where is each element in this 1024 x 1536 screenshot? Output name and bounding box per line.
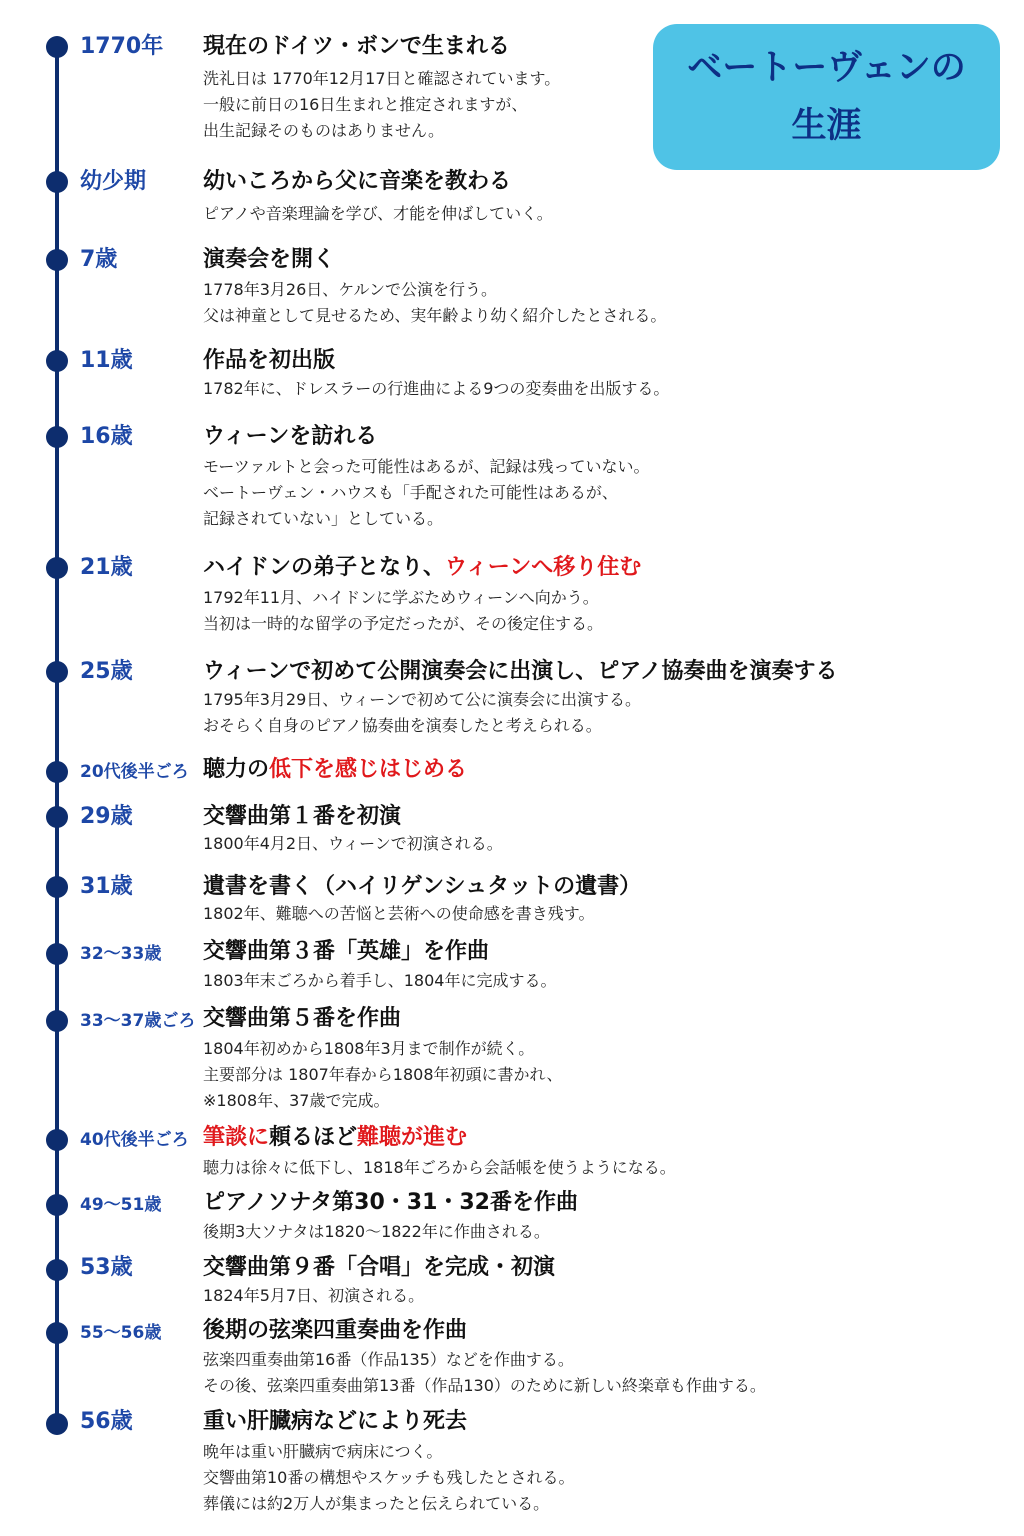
- event-title: 現在のドイツ・ボンで生まれる: [203, 34, 510, 59]
- event-age: 25歳: [80, 659, 133, 684]
- event-title: 後期の弦楽四重奏曲を作曲: [203, 1318, 468, 1343]
- timeline-dot: [46, 1010, 68, 1032]
- event-description: [203, 1036, 562, 1114]
- event-title: ピアノソナタ第30・31・32番を作曲: [203, 1190, 578, 1215]
- event-age: 11歳: [80, 348, 133, 373]
- description-line: ※1808年、37歳で完成。: [203, 1091, 390, 1110]
- event-description: [203, 66, 560, 144]
- event-age: 幼少期: [80, 169, 147, 194]
- event-description: [203, 1155, 676, 1181]
- description-line: その後、弦楽四重奏曲第13番（作品130）のために新しい終楽章も作曲する。: [203, 1376, 766, 1395]
- event-age: 53歳: [80, 1255, 133, 1280]
- event-title-highlight: ウィーンへ移り住む: [445, 555, 642, 580]
- timeline-dot: [46, 1259, 68, 1281]
- event-description: [203, 376, 669, 402]
- title-line-1: ベートーヴェンの: [687, 48, 966, 88]
- event-age: 29歳: [80, 804, 133, 829]
- event-age: 55〜56歳: [80, 1323, 162, 1343]
- event-title: 幼いころから父に音楽を教わる: [203, 169, 512, 194]
- event-title: 作品を初出版: [203, 348, 336, 373]
- event-age: 7歳: [80, 247, 118, 272]
- description-line: 葬儀には約2万人が集まったと伝えられている。: [203, 1494, 550, 1513]
- event-description: [203, 454, 650, 532]
- timeline-dot: [46, 661, 68, 683]
- event-title: 交響曲第３番「英雄」を作曲: [203, 939, 490, 964]
- description-line: 晩年は重い肝臓病で病床につく。: [203, 1442, 443, 1461]
- event-description: [203, 585, 603, 637]
- description-line: 弦楽四重奏曲第16番（作品135）などを作曲する。: [203, 1350, 574, 1369]
- description-line: 父は神童として見せるため、実年齢より幼く紹介したとされる。: [203, 306, 667, 325]
- event-title-highlight: 筆談に: [203, 1125, 270, 1150]
- title-box: [653, 24, 1000, 170]
- event-age: 32〜33歳: [80, 944, 162, 964]
- timeline-dot: [46, 806, 68, 828]
- timeline-dot: [46, 350, 68, 372]
- timeline-dot: [46, 943, 68, 965]
- event-title-part: 聴力の: [203, 757, 270, 782]
- timeline-dot: [46, 1129, 68, 1151]
- description-line: 1803年末ごろから着手し、1804年に完成する。: [203, 971, 557, 990]
- timeline-dot: [46, 171, 68, 193]
- timeline-dot: [46, 249, 68, 271]
- description-line: 1782年に、ドレスラーの行進曲による9つの変奏曲を出版する。: [203, 379, 670, 398]
- description-line: 一般に前日の16日生まれと推定されますが、: [203, 95, 528, 114]
- description-line: 1800年4月2日、ウィーンで初演される。: [203, 834, 503, 853]
- timeline-dot: [46, 876, 68, 898]
- event-title: 遺書を書く（ハイリゲンシュタットの遺書）: [203, 874, 642, 899]
- timeline-dot: [46, 426, 68, 448]
- description-line: ピアノや音楽理論を学び、才能を伸ばしていく。: [203, 204, 553, 223]
- event-title: [203, 553, 641, 583]
- title-line-2: 生涯: [791, 106, 862, 146]
- event-description: [203, 687, 641, 739]
- event-age: 33〜37歳ごろ: [80, 1011, 196, 1031]
- event-title-part: 頼るほど: [269, 1125, 358, 1150]
- event-age: 20代後半ごろ: [80, 762, 189, 782]
- event-title: 交響曲第１番を初演: [203, 804, 402, 829]
- timeline-dot: [46, 1322, 68, 1344]
- event-description: [203, 1219, 550, 1245]
- event-title-part: ハイドンの弟子となり、: [203, 555, 446, 580]
- description-line: 洗礼日は 1770年12月17日と確認されています。: [203, 69, 561, 88]
- timeline-dot: [46, 557, 68, 579]
- timeline-dot: [46, 1194, 68, 1216]
- description-line: 主要部分は 1807年春から1808年初頭に書かれ、: [203, 1065, 563, 1084]
- event-title: [203, 1123, 467, 1153]
- description-line: 当初は一時的な留学の予定だったが、その後定住する。: [203, 614, 604, 633]
- timeline-dot: [46, 1413, 68, 1435]
- event-age: 1770年: [80, 34, 164, 59]
- event-description: [203, 901, 594, 927]
- event-age: 31歳: [80, 874, 133, 899]
- event-title: ウィーンを訪れる: [203, 424, 378, 449]
- event-description: [203, 201, 553, 227]
- event-age: 56歳: [80, 1409, 133, 1434]
- event-title: [203, 755, 467, 785]
- event-age: 49〜51歳: [80, 1195, 162, 1215]
- event-description: [203, 277, 666, 329]
- description-line: 後期3大ソナタは1820〜1822年に作曲される。: [203, 1222, 550, 1241]
- event-title-highlight: 低下を感じはじめる: [269, 757, 468, 782]
- description-line: 記録されていない」としている。: [203, 509, 444, 528]
- event-description: [203, 1283, 424, 1309]
- event-description: [203, 1347, 766, 1399]
- event-age: 40代後半ごろ: [80, 1130, 189, 1150]
- description-line: 1824年5月7日、初演される。: [203, 1286, 425, 1305]
- event-description: [203, 968, 556, 994]
- timeline-dot: [46, 36, 68, 58]
- description-line: 1795年3月29日、ウィーンで初めて公に演奏会に出演する。: [203, 690, 641, 709]
- description-line: おそらく自身のピアノ協奏曲を演奏したと考えられる。: [203, 716, 602, 735]
- event-description: [203, 1439, 575, 1517]
- description-line: 1778年3月26日、ケルンで公演を行う。: [203, 280, 498, 299]
- event-title: 重い肝臓病などにより死去: [203, 1409, 468, 1434]
- event-title: 交響曲第５番を作曲: [203, 1006, 402, 1031]
- event-title: ウィーンで初めて公開演奏会に出演し、ピアノ協奏曲を演奏する: [203, 659, 838, 684]
- timeline-dot: [46, 761, 68, 783]
- description-line: ベートーヴェン・ハウスも「手配された可能性はあるが、: [203, 483, 618, 502]
- description-line: 聴力は徐々に低下し、1818年ごろから会話帳を使うようになる。: [203, 1158, 676, 1177]
- description-line: 交響曲第10番の構想やスケッチも残したとされる。: [203, 1468, 575, 1487]
- description-line: 1792年11月、ハイドンに学ぶためウィーンへ向かう。: [203, 588, 599, 607]
- description-line: モーツァルトと会った可能性はあるが、記録は残っていない。: [203, 457, 650, 476]
- event-title: 演奏会を開く: [203, 247, 336, 272]
- event-description: [203, 831, 503, 857]
- description-line: 1802年、難聴への苦悩と芸術への使命感を書き残す。: [203, 904, 595, 923]
- event-title-highlight: 難聴が進む: [357, 1125, 468, 1150]
- description-line: 1804年初めから1808年3月まで制作が続く。: [203, 1039, 535, 1058]
- description-line: 出生記録そのものはありません。: [203, 121, 444, 140]
- event-age: 16歳: [80, 424, 133, 449]
- event-title: 交響曲第９番「合唱」を完成・初演: [203, 1255, 556, 1280]
- event-age: 21歳: [80, 555, 133, 580]
